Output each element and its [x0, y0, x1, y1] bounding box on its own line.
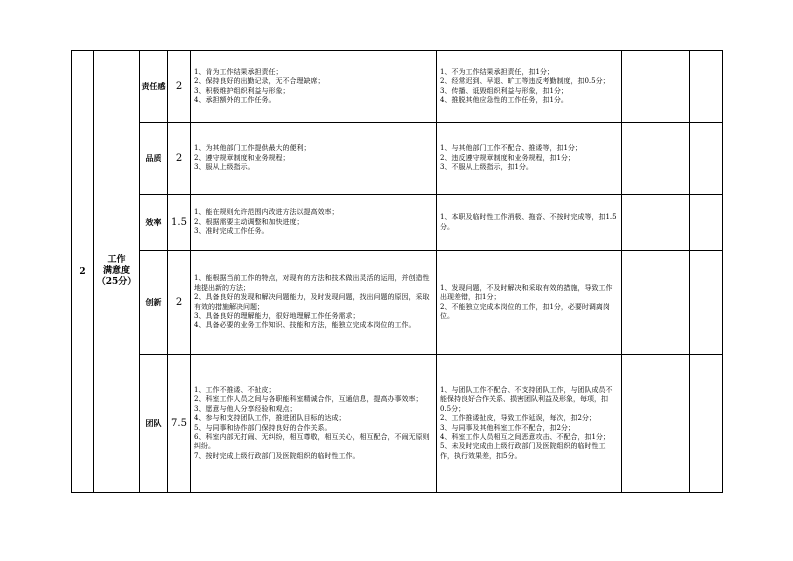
- standard-line: 3、积极维护组织利益与形象；: [194, 86, 290, 95]
- deductions-cell: [437, 51, 622, 123]
- item-name: 效率: [140, 195, 168, 251]
- empty-cell: [622, 355, 690, 493]
- standard-line: 3、具备良好的理解能力，很好地理解工作任务需求；: [194, 311, 360, 320]
- deduction-line: 1、本职及临时性工作消极、拖沓、不按时完成等，扣1.5分。: [440, 213, 617, 231]
- item-score: 1.5: [168, 195, 191, 251]
- item-name: 品质: [140, 123, 168, 195]
- standards-cell: [191, 251, 437, 355]
- section-number: 2: [72, 51, 94, 493]
- table-row: [72, 251, 723, 355]
- deductions-cell: [437, 251, 622, 355]
- item-score: 2: [168, 123, 191, 195]
- standards-cell: [191, 195, 437, 251]
- table-row: [72, 51, 723, 123]
- item-name: 团队: [140, 355, 168, 493]
- standards-cell: [191, 51, 437, 123]
- item-name: 责任感: [140, 51, 168, 123]
- empty-cell: [690, 123, 723, 195]
- standard-line: 3、愿意与他人分享经验和观点；: [194, 404, 297, 413]
- table-row: [72, 123, 723, 195]
- standard-line: 1、肯为工作结果承担责任；: [194, 67, 283, 76]
- standard-line: 2、遵守规章制度和业务规程；: [194, 153, 290, 162]
- standard-line: 2、保持良好的出勤记录，无不合理缺席；: [194, 77, 325, 86]
- deduction-line: 3、不服从上级指示，扣1分。: [440, 163, 533, 172]
- standard-line: 2、具备良好的发现和解决问题能力，及时发现问题，找出问题的原因，采取有效的措施解决问题；: [194, 293, 430, 311]
- item-score: 7.5: [168, 355, 191, 493]
- standard-line: 3、服从上级指示。: [194, 163, 255, 172]
- standard-line: 3、准时完成工作任务。: [194, 227, 269, 236]
- standard-line: 2、根据需要主动调整和加快进度；: [194, 217, 304, 226]
- empty-cell: [622, 195, 690, 251]
- table-row: [72, 195, 723, 251]
- deduction-line: 2、违反遵守规章制度和业务规程，扣1分；: [440, 153, 575, 162]
- deduction-line: 1、不为工作结果承担责任，扣1分；: [440, 67, 554, 76]
- empty-cell: [690, 355, 723, 493]
- standards-cell: [191, 355, 437, 493]
- table-row: [72, 355, 723, 493]
- deduction-line: 5、未及时完成由上级行政部门及医院组织的临时性工作，执行效果差，扣5分。: [440, 442, 606, 460]
- deduction-line: 3、传播、诋毁组织利益与形象，扣1分；: [440, 86, 568, 95]
- category-line3: （25分）: [96, 277, 137, 287]
- item-name: 创新: [140, 251, 168, 355]
- standard-line: 1、为其他部门工作提供最大的便利；: [194, 144, 311, 153]
- empty-cell: [622, 251, 690, 355]
- standard-line: 5、与同事和协作部门保持良好的合作关系。: [194, 423, 332, 432]
- deduction-line: 2、工作推诿扯皮，导致工作延误，每次，扣2分；: [440, 414, 596, 423]
- empty-cell: [690, 51, 723, 123]
- empty-cell: [622, 123, 690, 195]
- deductions-cell: [437, 123, 622, 195]
- deductions-cell: [437, 195, 622, 251]
- standard-line: 7、按时完成上级行政部门及医院组织的临时性工作。: [194, 451, 360, 460]
- deduction-line: 2、不能独立完成本岗位的工作，扣1分，必要时调离岗位。: [440, 302, 610, 320]
- standard-line: 2、科室工作人员之间与各职能科室精诚合作，互通信息，提高办事效率；: [194, 395, 423, 404]
- empty-cell: [690, 195, 723, 251]
- deductions-cell: [437, 355, 622, 493]
- deduction-line: 4、科室工作人员相互之间恶意攻击、不配合，扣1分；: [440, 432, 610, 441]
- deduction-line: 1、与其他部门工作不配合、推诿等，扣1分；: [440, 144, 582, 153]
- standard-line: 4、参与和支持团队工作，推进团队目标的达成；: [194, 414, 346, 423]
- deduction-line: 1、发现问题，不及时解决和采取有效的措施，导致工作出现差错，扣1分；: [440, 283, 613, 302]
- deduction-line: 1、与团队工作不配合、不支持团队工作，与团队成员不能保持良好合作关系、损害团队利益及形象，每项，扣0.5分；: [440, 385, 613, 413]
- evaluation-table: [71, 50, 723, 493]
- category-line1: 工作: [107, 255, 126, 265]
- category-cell: [94, 51, 140, 493]
- standard-line: 4、承担额外的工作任务。: [194, 95, 276, 104]
- standard-line: 1、能根据当前工作的特点，对现有的方法和技术做出灵活的运用，并创造性地提出新的方法；: [194, 274, 430, 292]
- deduction-line: 4、推脱其他应急性的工作任务，扣1分。: [440, 95, 568, 104]
- empty-cell: [622, 51, 690, 123]
- standards-cell: [191, 123, 437, 195]
- item-score: 2: [168, 251, 191, 355]
- standard-line: 1、能在规则允许范围内改进方法以提高效率；: [194, 208, 339, 217]
- standard-line: 1、工作不推诿、不扯皮；: [194, 385, 276, 394]
- item-score: 2: [168, 51, 191, 123]
- standard-line: 6、科室内部无打闹、无纠纷，相互尊敬，相互关心，相互配合，不闹无原则纠纷。: [194, 432, 430, 451]
- deduction-line: 2、经常迟到、早退、旷工等违反考勤制度，扣0.5分；: [440, 77, 610, 86]
- category-line2: 满意度: [102, 266, 130, 276]
- standard-line: 4、具备必要的业务工作知识、技能和方法，能独立完成本岗位的工作。: [194, 321, 416, 330]
- empty-cell: [690, 251, 723, 355]
- deduction-line: 3、与同事及其他科室工作不配合，扣2分；: [440, 423, 575, 432]
